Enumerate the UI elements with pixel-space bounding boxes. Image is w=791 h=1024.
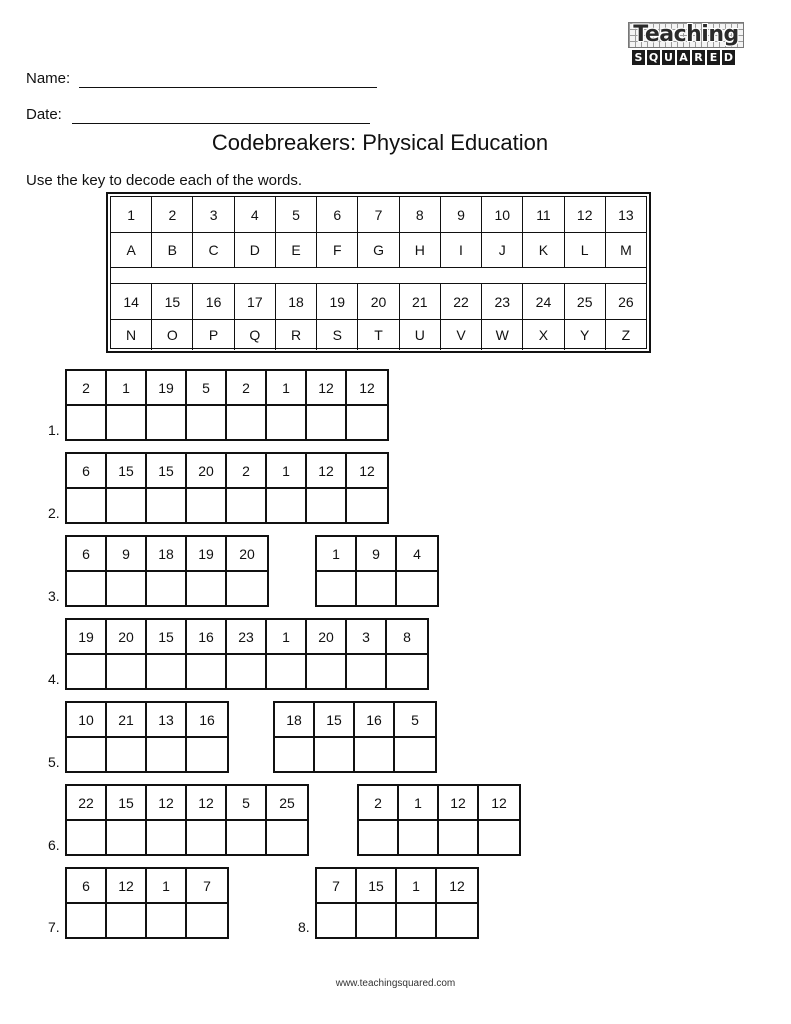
key-cell: 4 [235,197,276,232]
puzzle-number: 8. [298,919,310,935]
code-number-cell: 1 [317,537,357,571]
code-number-cell: 2 [359,786,399,820]
answer-cell[interactable] [67,572,107,606]
answer-cell[interactable] [147,738,187,772]
answer-cell[interactable] [275,738,315,772]
key-cell: P [193,320,234,350]
key-cell: G [358,233,399,267]
answer-cell[interactable] [67,904,107,938]
puzzle-grid[interactable] [315,867,479,939]
answer-cell[interactable] [315,738,355,772]
answer-cell[interactable] [347,655,387,689]
code-number-cell: 1 [267,371,307,405]
answer-cell[interactable] [187,904,227,938]
logo-grid [628,22,744,48]
puzzle-grid[interactable] [315,535,439,607]
key-cell: H [400,233,441,267]
code-number-row [67,869,227,903]
key-cell: U [400,320,441,350]
logo-letter: D [723,51,734,64]
key-cell: 3 [193,197,234,232]
answer-cell[interactable] [107,738,147,772]
code-number-cell: 1 [397,869,437,903]
answer-cell[interactable] [147,821,187,855]
answer-cell[interactable] [347,406,387,440]
key-row-numbers-2 [111,284,646,319]
code-number-row [67,620,427,654]
answer-row [317,572,437,606]
name-label: Name: [26,70,71,87]
code-number-cell: 15 [315,703,355,737]
answer-cell[interactable] [187,738,227,772]
code-number-cell: 2 [227,454,267,488]
code-number-cell: 18 [147,537,187,571]
key-cell: O [152,320,193,350]
answer-cell[interactable] [147,572,187,606]
key-cell: 9 [441,197,482,232]
puzzle-grid[interactable] [65,369,389,441]
code-number-cell: 5 [187,371,227,405]
answer-cell[interactable] [399,821,439,855]
answer-cell[interactable] [307,489,347,523]
answer-cell[interactable] [107,572,147,606]
answer-cell[interactable] [395,738,435,772]
code-number-cell: 18 [275,703,315,737]
code-number-cell: 1 [267,620,307,654]
code-number-cell: 20 [239,546,255,562]
answer-cell[interactable] [147,406,187,440]
code-number-cell: 20 [307,620,347,654]
logo-letter: A [677,50,690,65]
code-number-cell: 15 [107,786,147,820]
code-number-cell: 21 [107,703,147,737]
logo-letter: S [632,50,645,65]
key-cell: 1 [111,197,152,232]
key-cell: Y [565,320,606,350]
answer-cell[interactable] [439,821,479,855]
code-number-cell: 12 [491,795,507,811]
code-number-cell: 10 [67,703,107,737]
code-number-cell: 23 [227,620,267,654]
answer-cell[interactable] [67,655,107,689]
code-number-cell: 15 [107,454,147,488]
answer-row [67,572,267,606]
code-number-cell: 1 [107,371,147,405]
answer-row [317,904,477,938]
key-cell: 12 [565,197,606,232]
answer-row [67,904,227,938]
key-cell: 13 [618,206,634,223]
code-number-row [317,537,437,571]
code-number-cell: 3 [347,620,387,654]
answer-row [275,738,435,772]
key-cell: C [193,233,234,267]
answer-cell[interactable] [67,738,107,772]
answer-row [67,821,307,855]
key-cell: K [523,233,564,267]
puzzle-grid[interactable] [65,535,269,607]
puzzle-number: 2. [48,505,60,521]
key-cell: I [441,233,482,267]
answer-cell[interactable] [355,738,395,772]
key-cell: 18 [276,284,317,319]
answer-row [67,738,227,772]
page-title: Codebreakers: Physical Education [211,130,549,155]
answer-cell[interactable] [107,821,147,855]
code-number-cell: 12 [307,371,347,405]
code-number-cell: 15 [147,454,187,488]
answer-cell[interactable] [307,655,347,689]
footer-url: www.teachingsquared.com [335,978,456,989]
key-row-letters-1 [111,233,646,267]
answer-cell[interactable] [107,489,147,523]
answer-cell[interactable] [67,821,107,855]
puzzle-grid[interactable] [65,618,429,690]
key-cell: 6 [317,197,358,232]
date-line[interactable] [72,122,370,124]
answer-cell[interactable] [107,904,147,938]
answer-cell[interactable] [357,572,397,606]
puzzle-grid[interactable] [65,867,229,939]
code-number-cell: 12 [107,869,147,903]
answer-cell[interactable] [479,821,519,855]
code-number-cell: 7 [203,878,211,894]
puzzle-grid[interactable] [273,701,437,773]
teaching-squared-logo [628,22,744,68]
logo-top-word: Teaching [633,22,739,47]
code-number-row [67,371,387,405]
code-number-cell: 8 [403,629,411,645]
code-number-cell: 1 [147,869,187,903]
key-cell: 7 [358,197,399,232]
key-cell: R [276,320,317,350]
code-number-cell: 22 [67,786,107,820]
answer-row [359,821,519,855]
code-number-cell: 15 [357,869,397,903]
code-number-cell: 12 [439,786,479,820]
answer-cell[interactable] [397,572,437,606]
puzzle-number: 5. [48,754,60,770]
answer-row [67,406,387,440]
code-number-cell: 6 [67,454,107,488]
answer-cell[interactable] [347,489,387,523]
answer-cell[interactable] [437,904,477,938]
key-cell: A [111,233,152,267]
code-number-cell: 6 [67,537,107,571]
answer-cell[interactable] [227,821,267,855]
answer-cell[interactable] [67,489,107,523]
logo-letter: Q [648,51,659,64]
code-number-cell: 5 [411,712,419,728]
code-number-cell: 7 [317,869,357,903]
puzzle-number: 3. [48,588,60,604]
answer-cell[interactable] [317,572,357,606]
code-number-cell: 15 [147,620,187,654]
code-number-cell: 16 [355,703,395,737]
key-cell: Q [235,320,276,350]
key-cell: 8 [400,197,441,232]
key-row-numbers-1 [111,197,646,232]
key-cell: D [235,233,276,267]
code-number-cell: 2 [67,371,107,405]
answer-cell[interactable] [187,655,227,689]
key-cell: T [358,320,399,350]
puzzle-number: 6. [48,837,60,853]
key-cell: 17 [235,284,276,319]
code-number-cell: 12 [187,786,227,820]
answer-cell[interactable] [147,655,187,689]
answer-cell[interactable] [187,572,227,606]
key-cell: X [523,320,564,350]
logo-letter: U [662,50,675,65]
key-cell: 20 [358,284,399,319]
instructions: Use the key to decode each of the words. [26,172,302,189]
code-number-row [359,786,519,820]
answer-cell[interactable] [227,489,267,523]
code-number-cell: 20 [187,454,227,488]
answer-cell[interactable] [187,821,227,855]
code-number-cell: 19 [67,620,107,654]
key-cell: 11 [523,197,564,232]
puzzle-number: 1. [48,422,60,438]
logo-bottom-letters [632,50,735,65]
answer-cell[interactable] [187,489,227,523]
code-number-cell: 20 [107,620,147,654]
code-number-cell: 1 [267,454,307,488]
logo-letter: E [707,50,720,65]
answer-cell[interactable] [227,655,267,689]
code-number-cell: 12 [359,380,375,396]
key-divider [111,267,646,268]
puzzle-number: 7. [48,919,60,935]
answer-cell[interactable] [147,904,187,938]
key-cell: L [565,233,606,267]
answer-cell[interactable] [357,904,397,938]
key-cell: 22 [441,284,482,319]
code-number-cell: 9 [357,537,397,571]
code-number-cell: 12 [359,463,375,479]
key-cell: 21 [400,284,441,319]
key-cell: 16 [193,284,234,319]
code-number-cell: 16 [199,712,215,728]
key-row-letters-2 [111,320,646,350]
code-number-cell: 19 [187,537,227,571]
code-number-row [275,703,435,737]
key-cell: S [317,320,358,350]
key-cell: 24 [523,284,564,319]
answer-cell[interactable] [397,904,437,938]
name-line[interactable] [79,86,377,88]
key-cell: B [152,233,193,267]
code-number-cell: 9 [107,537,147,571]
key-cell: 5 [276,197,317,232]
answer-row [67,655,427,689]
key-cell: N [111,320,152,350]
decode-key-table [106,192,651,353]
code-number-cell: 12 [147,786,187,820]
answer-cell[interactable] [187,406,227,440]
answer-row [67,489,387,523]
key-cell: Z [621,327,631,343]
code-number-cell: 1 [399,786,439,820]
answer-cell[interactable] [107,655,147,689]
key-cell: 14 [111,284,152,319]
key-cell: E [276,233,317,267]
puzzle-number: 4. [48,671,60,687]
code-number-cell: 4 [413,546,421,562]
key-cell: F [317,233,358,267]
key-cell: W [482,320,523,350]
code-number-cell: 19 [147,371,187,405]
key-cell: 25 [565,284,606,319]
puzzle-grid[interactable] [65,452,389,524]
key-cell: 19 [317,284,358,319]
key-cell: 26 [618,293,634,310]
code-number-cell: 13 [147,703,187,737]
answer-cell[interactable] [267,655,307,689]
code-number-row [67,786,307,820]
answer-cell[interactable] [67,406,107,440]
answer-cell[interactable] [267,821,307,855]
answer-cell[interactable] [387,655,427,689]
code-number-row [317,869,477,903]
answer-cell[interactable] [267,406,307,440]
key-cell: J [482,233,523,267]
answer-cell[interactable] [147,489,187,523]
answer-cell[interactable] [359,821,399,855]
key-cell: M [620,242,632,258]
puzzle-grid[interactable] [65,701,229,773]
date-label: Date: [26,106,62,123]
code-number-cell: 2 [227,371,267,405]
answer-cell[interactable] [267,489,307,523]
key-cell: V [441,320,482,350]
code-number-cell: 5 [227,786,267,820]
key-cell: 2 [152,197,193,232]
code-number-row [67,703,227,737]
puzzle-grid[interactable] [65,784,309,856]
key-cell: 23 [482,284,523,319]
code-number-row [67,537,267,571]
code-number-cell: 16 [187,620,227,654]
answer-cell[interactable] [307,406,347,440]
puzzle-grid[interactable] [357,784,521,856]
answer-cell[interactable] [227,572,267,606]
code-number-cell: 6 [67,869,107,903]
key-cell: 15 [152,284,193,319]
code-number-cell: 12 [307,454,347,488]
answer-cell[interactable] [317,904,357,938]
logo-letter: R [692,50,705,65]
code-number-cell: 25 [279,795,295,811]
answer-cell[interactable] [227,406,267,440]
key-cell: 10 [482,197,523,232]
answer-cell[interactable] [107,406,147,440]
code-number-cell: 12 [449,878,465,894]
code-number-row [67,454,387,488]
